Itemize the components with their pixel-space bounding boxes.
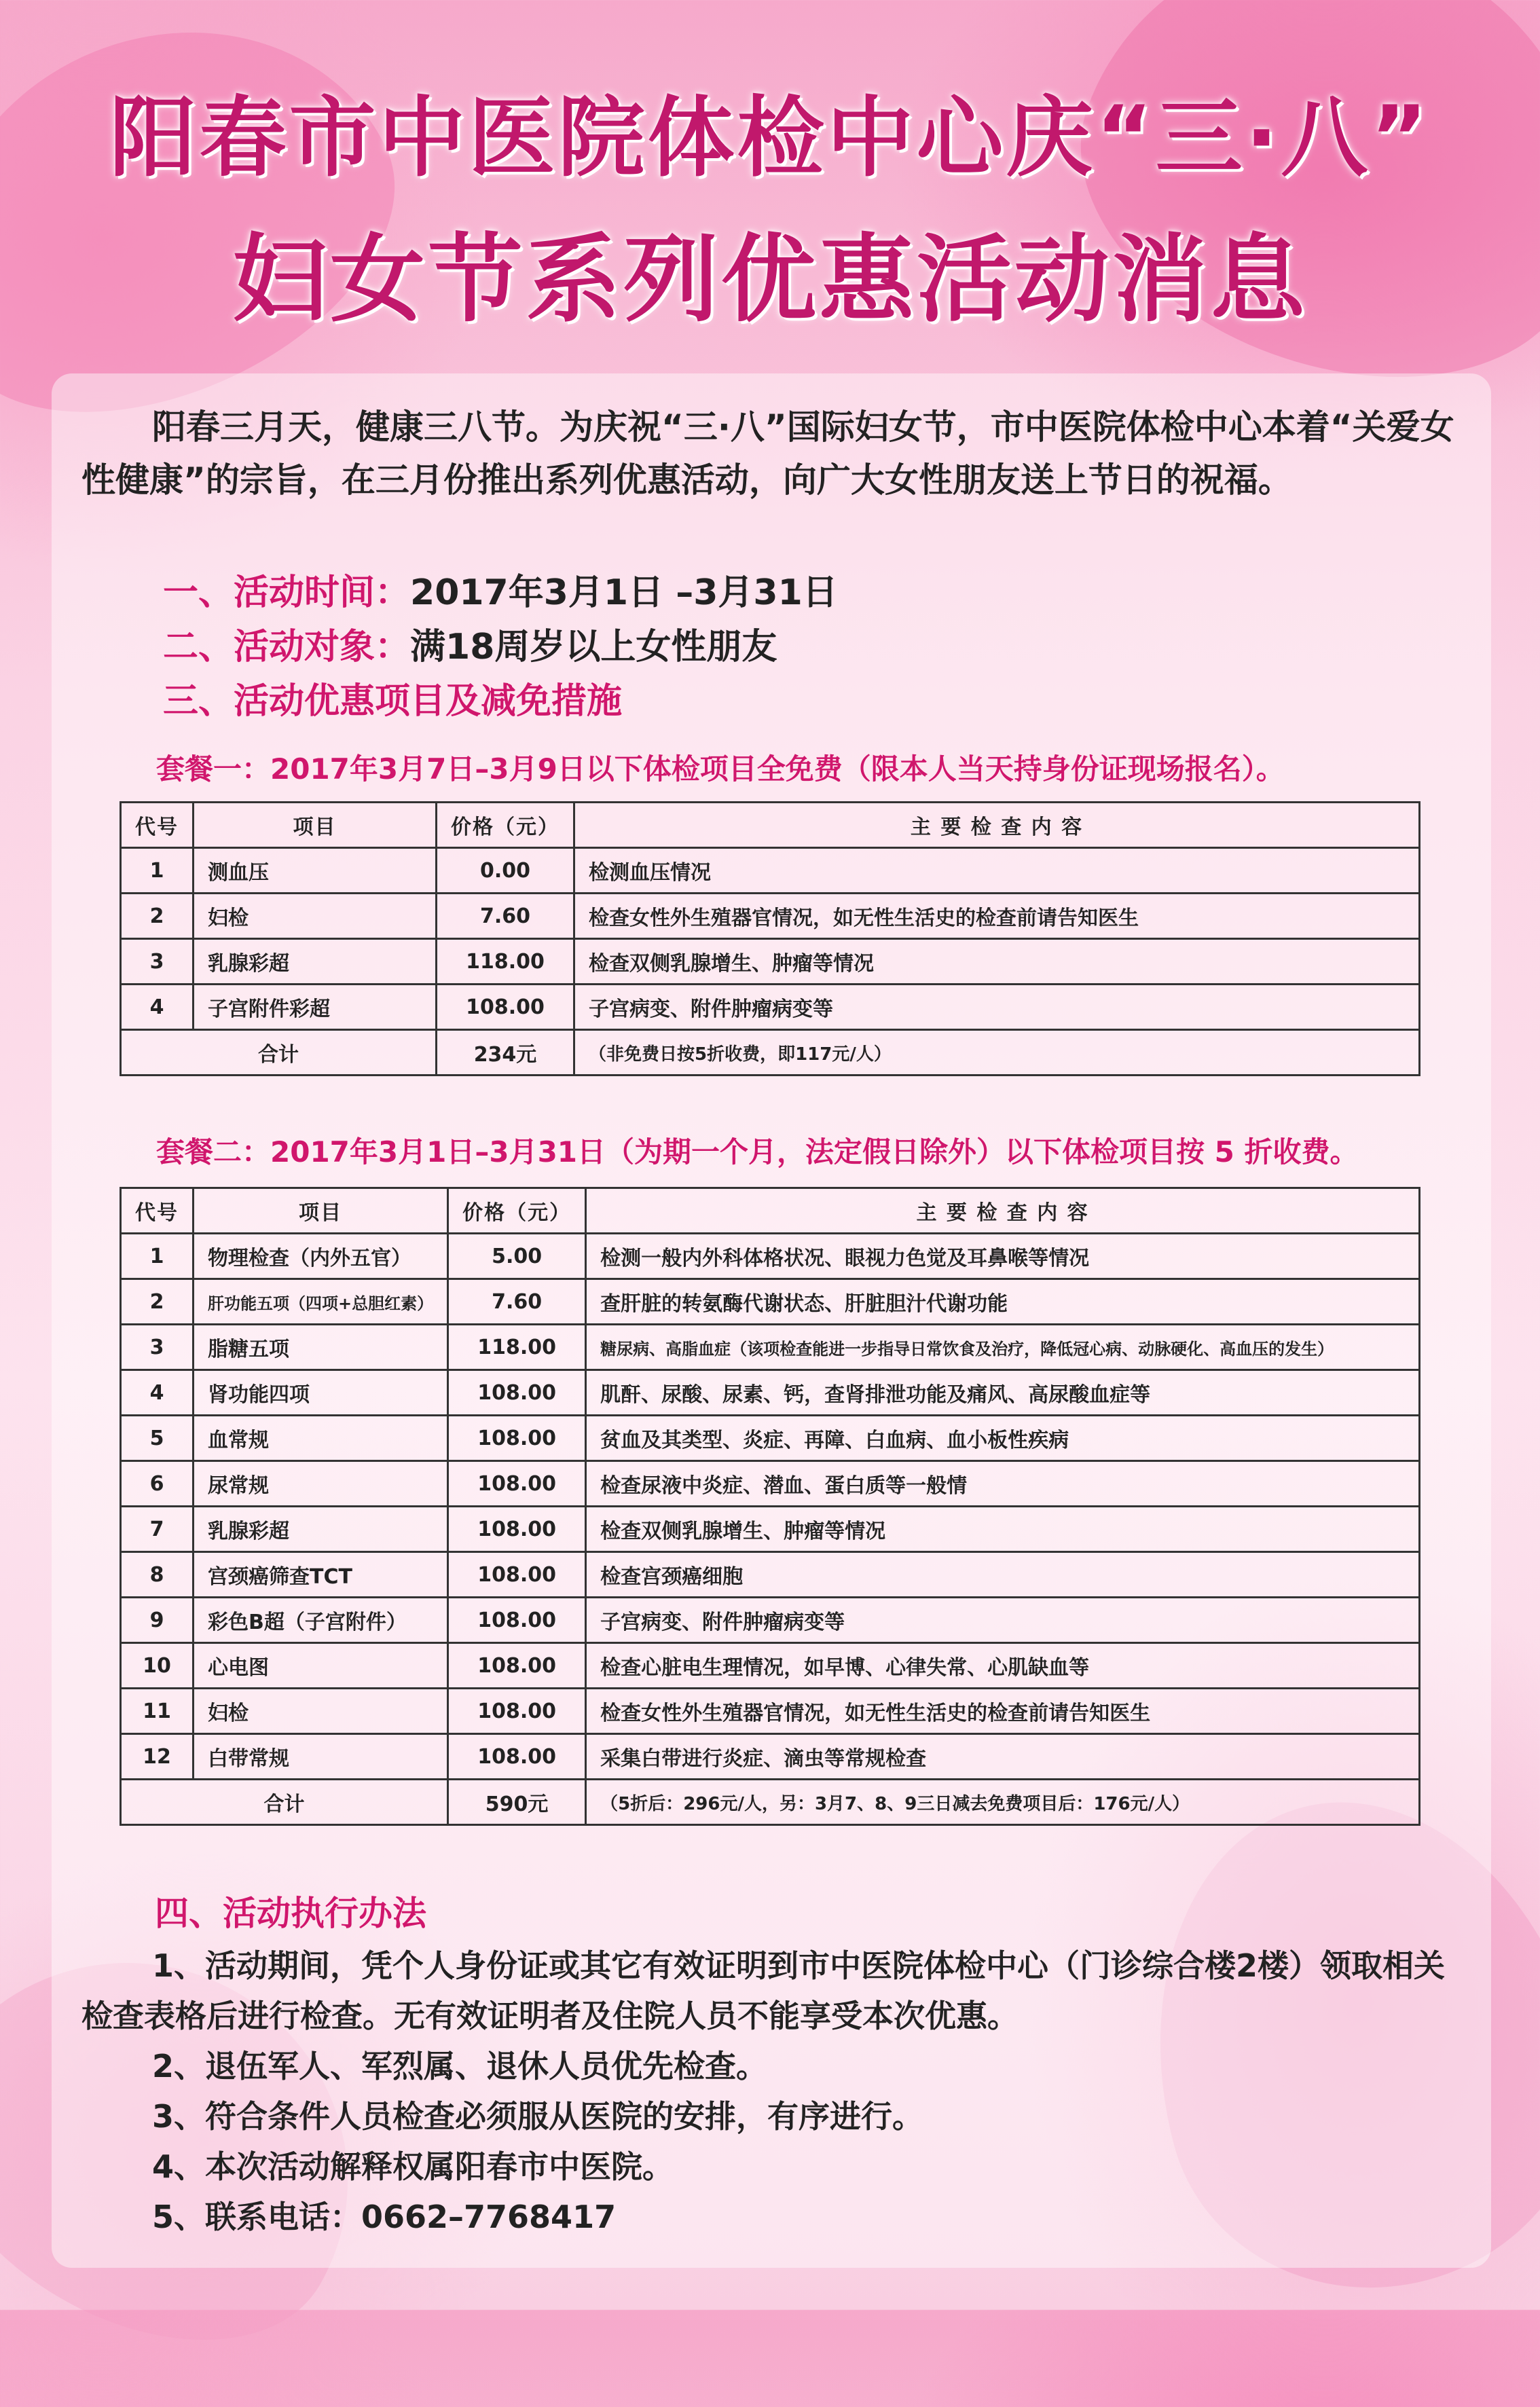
table-row [121,1416,1420,1461]
table-row [121,848,1420,894]
table-header-row [121,803,1420,848]
table-row [121,1325,1420,1370]
row-price: 7.60 [448,1279,586,1325]
table-total-row [121,1030,1420,1076]
header-item: 项目 [194,803,437,848]
row-price: 7.60 [437,894,574,939]
section-activity-time-value: 2017年3月1日 –3月31日 [410,572,838,613]
package1-title: 套餐一：2017年3月7日–3月9日以下体检项目全免费（限本人当天持身份证现场报名）。 [156,752,1285,786]
package2-title: 套餐二：2017年3月1日–3月31日（为期一个月，法定假日除外）以下体检项目按 5 折收费。 [156,1135,1359,1169]
row-code: 11 [121,1689,194,1734]
section-activity-target-label: 二、活动对象： [163,627,411,667]
table-row [121,1370,1420,1416]
header-content: 主 要 检 查 内 容 [586,1188,1420,1234]
table-row [121,1461,1420,1507]
row-price: 108.00 [448,1370,586,1416]
table-row [121,1689,1420,1734]
row-code: 8 [121,1552,194,1598]
total-note: （非免费日按5折收费，即117元/人） [574,1030,1420,1076]
row-content: 检查女性外生殖器官情况，如无性生活史的检查前请告知医生 [586,1689,1420,1734]
table-row [121,1598,1420,1643]
row-item: 肾功能四项 [194,1370,448,1416]
row-item: 妇检 [194,1689,448,1734]
row-content: 检查双侧乳腺增生、肿瘤等情况 [574,939,1420,985]
table-total-row [121,1780,1420,1825]
row-item: 物理检查（内外五官） [194,1234,448,1279]
row-content: 检查心脏电生理情况，如早博、心律失常、心肌缺血等 [586,1643,1420,1689]
row-code: 9 [121,1598,194,1643]
poster-title-line2: 妇女节系列优惠活动消息 [232,225,1308,335]
section-activity-target-value: 满18周岁以上女性朋友 [410,627,777,667]
row-price: 108.00 [448,1552,586,1598]
row-content: 检测一般内外科体格状况、眼视力色觉及耳鼻喉等情况 [586,1234,1420,1279]
row-code: 3 [121,939,194,985]
row-content: 子宫病变、附件肿瘤病变等 [586,1598,1420,1643]
row-content: 检查尿液中炎症、潜血、蛋白质等一般情 [586,1461,1420,1507]
row-content: 查肝脏的转氨酶代谢状态、肝脏胆汁代谢功能 [586,1279,1420,1325]
section-discount-items [163,672,622,723]
execution-item: 1、活动期间，凭个人身份证或其它有效证明到市中医院体检中心（门诊综合楼2楼）领取相关检查表格后进行检查。无有效证明者及住院人员不能享受本次优惠。 [81,1947,1446,2034]
section-activity-time [163,564,838,614]
table-row [121,1643,1420,1689]
row-content: 检查双侧乳腺增生、肿瘤等情况 [586,1507,1420,1552]
row-item: 乳腺彩超 [194,939,437,985]
section-activity-target [163,618,777,669]
row-content: 糖尿病、高脂血症（该项检查能进一步指导日常饮食及治疗，降低冠心病、动脉硬化、高血压的发生） [586,1325,1420,1370]
row-item: 妇检 [194,894,437,939]
row-price: 0.00 [437,848,574,894]
total-price: 590元 [448,1780,586,1825]
header-price: 价格（元） [448,1188,586,1234]
row-price: 108.00 [437,985,574,1030]
row-content: 检查女性外生殖器官情况，如无性生活史的检查前请告知医生 [574,894,1420,939]
total-label: 合计 [121,1780,448,1825]
execution-item-phone: 5、联系电话：0662–7768417 [152,2199,617,2235]
row-item: 心电图 [194,1643,448,1689]
row-item: 乳腺彩超 [194,1507,448,1552]
table-row [121,894,1420,939]
row-item: 彩色B超（子宫附件） [194,1598,448,1643]
total-price: 234元 [437,1030,574,1076]
row-content: 检查宫颈癌细胞 [586,1552,1420,1598]
row-code: 7 [121,1507,194,1552]
row-price: 5.00 [448,1234,586,1279]
poster-title-line1: 阳春市中医院体检中心庆“三·八” [109,88,1431,189]
section-execution-title: 四、活动执行办法 [155,1894,426,1933]
package1-table [120,801,1420,1076]
table-row [121,1234,1420,1279]
row-code: 5 [121,1416,194,1461]
row-item: 宫颈癌筛查TCT [194,1552,448,1598]
table-row [121,1734,1420,1780]
row-content: 检测血压情况 [574,848,1420,894]
table-row [121,1552,1420,1598]
total-label: 合计 [121,1030,437,1076]
row-item: 白带常规 [194,1734,448,1780]
row-price: 108.00 [448,1461,586,1507]
row-code: 4 [121,985,194,1030]
row-code: 6 [121,1461,194,1507]
table-row [121,1279,1420,1325]
row-price: 108.00 [448,1643,586,1689]
row-code: 4 [121,1370,194,1416]
row-price: 118.00 [437,939,574,985]
row-price: 108.00 [448,1689,586,1734]
table-row [121,939,1420,985]
table-row [121,985,1420,1030]
row-code: 2 [121,894,194,939]
section-activity-time-label: 一、活动时间： [163,572,411,613]
section-discount-items-label: 三、活动优惠项目及减免措施 [163,681,623,722]
row-price: 118.00 [448,1325,586,1370]
row-content: 子宫病变、附件肿瘤病变等 [574,985,1420,1030]
row-item: 肝功能五项（四项+总胆红素） [194,1279,448,1325]
row-item: 尿常规 [194,1461,448,1507]
intro-paragraph: 阳春三月天，健康三八节。为庆祝“三·八”国际妇女节，市中医院体检中心本着“关爱女性健康”的宗旨，在三月份推出系列优惠活动，向广大女性朋友送上节日的祝福。 [81,407,1454,500]
header-code: 代号 [121,1188,194,1234]
row-code: 10 [121,1643,194,1689]
table-row [121,1507,1420,1552]
table-header-row [121,1188,1420,1234]
row-content: 贫血及其类型、炎症、再障、白血病、血小板性疾病 [586,1416,1420,1461]
execution-item: 4、本次活动解释权属阳春市中医院。 [152,2148,674,2185]
row-price: 108.00 [448,1598,586,1643]
header-price: 价格（元） [437,803,574,848]
row-price: 108.00 [448,1734,586,1780]
header-item: 项目 [194,1188,448,1234]
row-item: 血常规 [194,1416,448,1461]
row-price: 108.00 [448,1416,586,1461]
execution-item: 2、退伍军人、军烈属、退休人员优先检查。 [152,2048,768,2084]
header-code: 代号 [121,803,194,848]
row-content: 肌酐、尿酸、尿素、钙，查肾排泄功能及痛风、高尿酸血症等 [586,1370,1420,1416]
package2-table [120,1187,1420,1826]
row-code: 1 [121,1234,194,1279]
row-code: 3 [121,1325,194,1370]
row-code: 1 [121,848,194,894]
row-content: 采集白带进行炎症、滴虫等常规检查 [586,1734,1420,1780]
total-note: （5折后：296元/人，另：3月7、8、9三日减去免费项目后：176元/人） [586,1780,1420,1825]
row-item: 测血压 [194,848,437,894]
header-content: 主 要 检 查 内 容 [574,803,1420,848]
row-price: 108.00 [448,1507,586,1552]
row-item: 脂糖五项 [194,1325,448,1370]
execution-item: 3、符合条件人员检查必须服从医院的安排，有序进行。 [152,2098,924,2135]
row-code: 2 [121,1279,194,1325]
row-code: 12 [121,1734,194,1780]
row-item: 子宫附件彩超 [194,985,437,1030]
